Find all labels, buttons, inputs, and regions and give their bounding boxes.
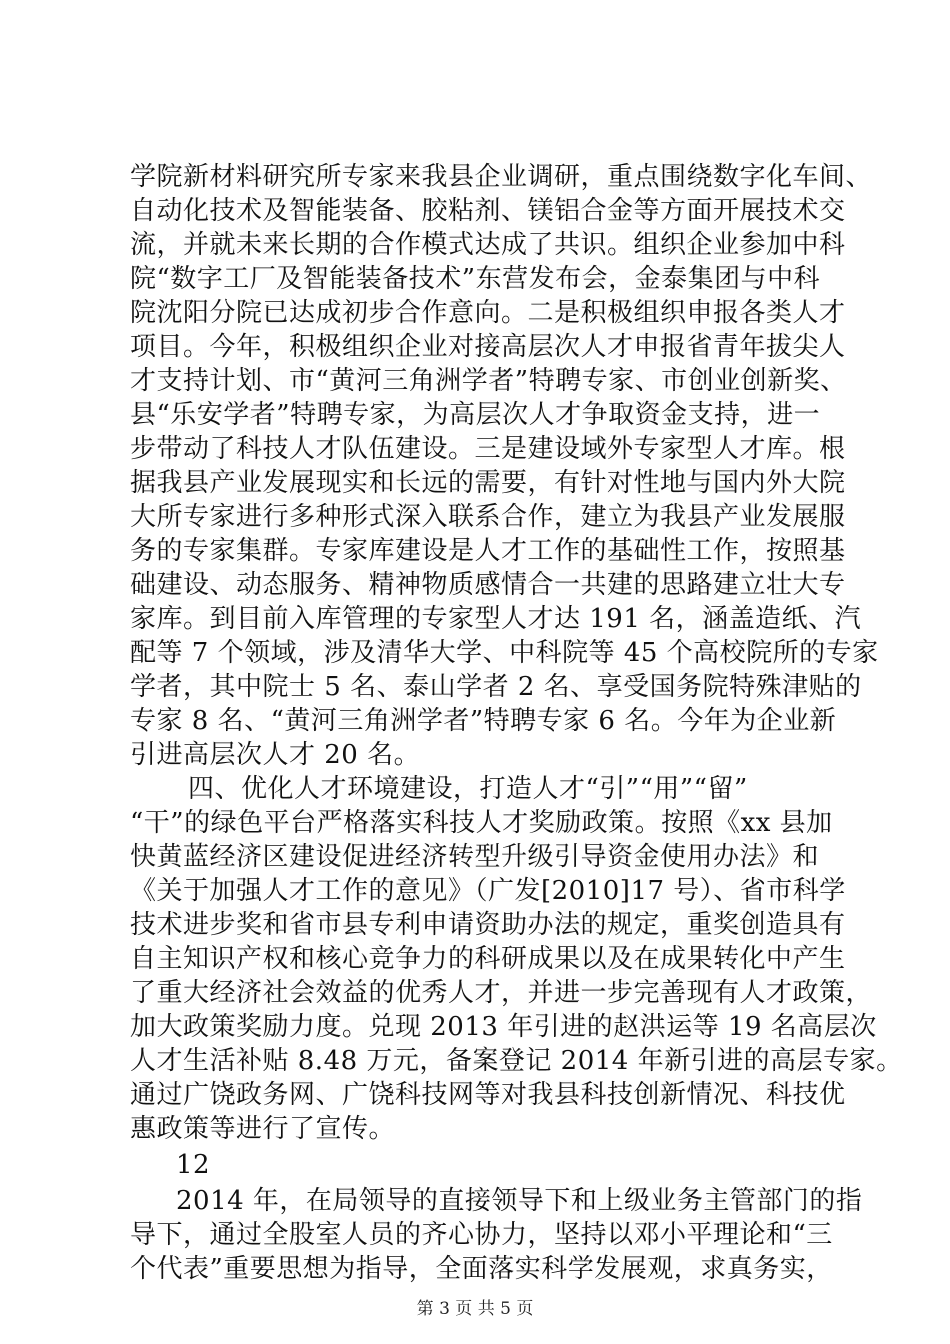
section-heading-line: 四、优化人才环境建设，打造人才“引”“用”“留” xyxy=(188,774,748,804)
text-line: 人才生活补贴 8.48 万元，备案登记 2014 年新引进的高层专家。 xyxy=(130,1046,903,1076)
text-line: 家库。到目前入库管理的专家型人才达 191 名，涵盖造纸、汽 xyxy=(130,604,862,634)
text-line: 步带动了科技人才队伍建设。三是建设域外专家型人才库。根 xyxy=(130,434,846,464)
text-line: 加大政策奖励力度。兑现 2013 年引进的赵洪运等 19 名高层次 xyxy=(130,1012,877,1042)
page-footer: 第 3 页 共 5 页 xyxy=(416,1299,534,1319)
text-line: 导下，通过全股室人员的齐心协力，坚持以邓小平理论和“三 xyxy=(130,1220,833,1250)
text-line: 通过广饶政务网、广饶科技网等对我县科技创新情况、科技优 xyxy=(130,1080,846,1110)
text-line: 快黄蓝经济区建设促进经济转型升级引导资金使用办法》和 xyxy=(130,842,820,872)
text-line: 据我县产业发展现实和长远的需要，有针对性地与国内外大院 xyxy=(130,468,846,498)
text-line: 流，并就未来长期的合作模式达成了共识。组织企业参加中科 xyxy=(130,230,846,260)
text-line: “干”的绿色平台严格落实科技人才奖励政策。按照《xx 县加 xyxy=(130,808,833,838)
text-line: 大所专家进行多种形式深入联系合作，建立为我县产业发展服 xyxy=(130,502,846,532)
text-line: 专家 8 名、“黄河三角洲学者”特聘专家 6 名。今年为企业新 xyxy=(130,706,837,736)
text-line: 自主知识产权和核心竞争力的科研成果以及在成果转化中产生 xyxy=(130,944,846,974)
paragraph-number: 12 xyxy=(176,1150,211,1180)
text-line: 院沈阳分院已达成初步合作意向。二是积极组织申报各类人才 xyxy=(130,298,846,328)
text-line: 学院新材料研究所专家来我县企业调研，重点围绕数字化车间、 xyxy=(130,162,873,192)
text-line: 惠政策等进行了宣传。 xyxy=(130,1114,396,1144)
text-line: 自动化技术及智能装备、胶粘剂、镁铝合金等方面开展技术交 xyxy=(130,196,846,226)
text-line: 县“乐安学者”特聘专家，为高层次人才争取资金支持，进一 xyxy=(130,400,821,430)
text-line: 务的专家集群。专家库建设是人才工作的基础性工作，按照基 xyxy=(130,536,846,566)
text-line: 技术进步奖和省市县专利申请资助办法的规定，重奖创造具有 xyxy=(130,910,846,940)
text-line: 学者，其中院士 5 名、泰山学者 2 名、享受国务院特殊津贴的 xyxy=(130,672,862,702)
text-line: 了重大经济社会效益的优秀人才，并进一步完善现有人才政策， xyxy=(130,978,873,1008)
text-line: 才支持计划、市“黄河三角洲学者”特聘专家、市创业创新奖、 xyxy=(130,366,847,396)
text-line: 2014 年，在局领导的直接领导下和上级业务主管部门的指 xyxy=(176,1186,863,1216)
text-line: 《关于加强人才工作的意见》（广发[2010]17 号）、省市科学 xyxy=(130,876,846,906)
text-line: 引进高层次人才 20 名。 xyxy=(130,740,421,770)
text-line: 础建设、动态服务、精神物质感情合一共建的思路建立壮大专 xyxy=(130,570,846,600)
text-line: 配等 7 个领域，涉及清华大学、中科院等 45 个高校院所的专家 xyxy=(130,638,879,668)
text-line: 个代表”重要思想为指导，全面落实科学发展观，求真务实， xyxy=(130,1254,833,1284)
text-line: 院“数字工厂及智能装备技术”东营发布会，金泰集团与中科 xyxy=(130,264,821,294)
text-line: 项目。今年，积极组织企业对接高层次人才申报省青年拔尖人 xyxy=(130,332,846,362)
